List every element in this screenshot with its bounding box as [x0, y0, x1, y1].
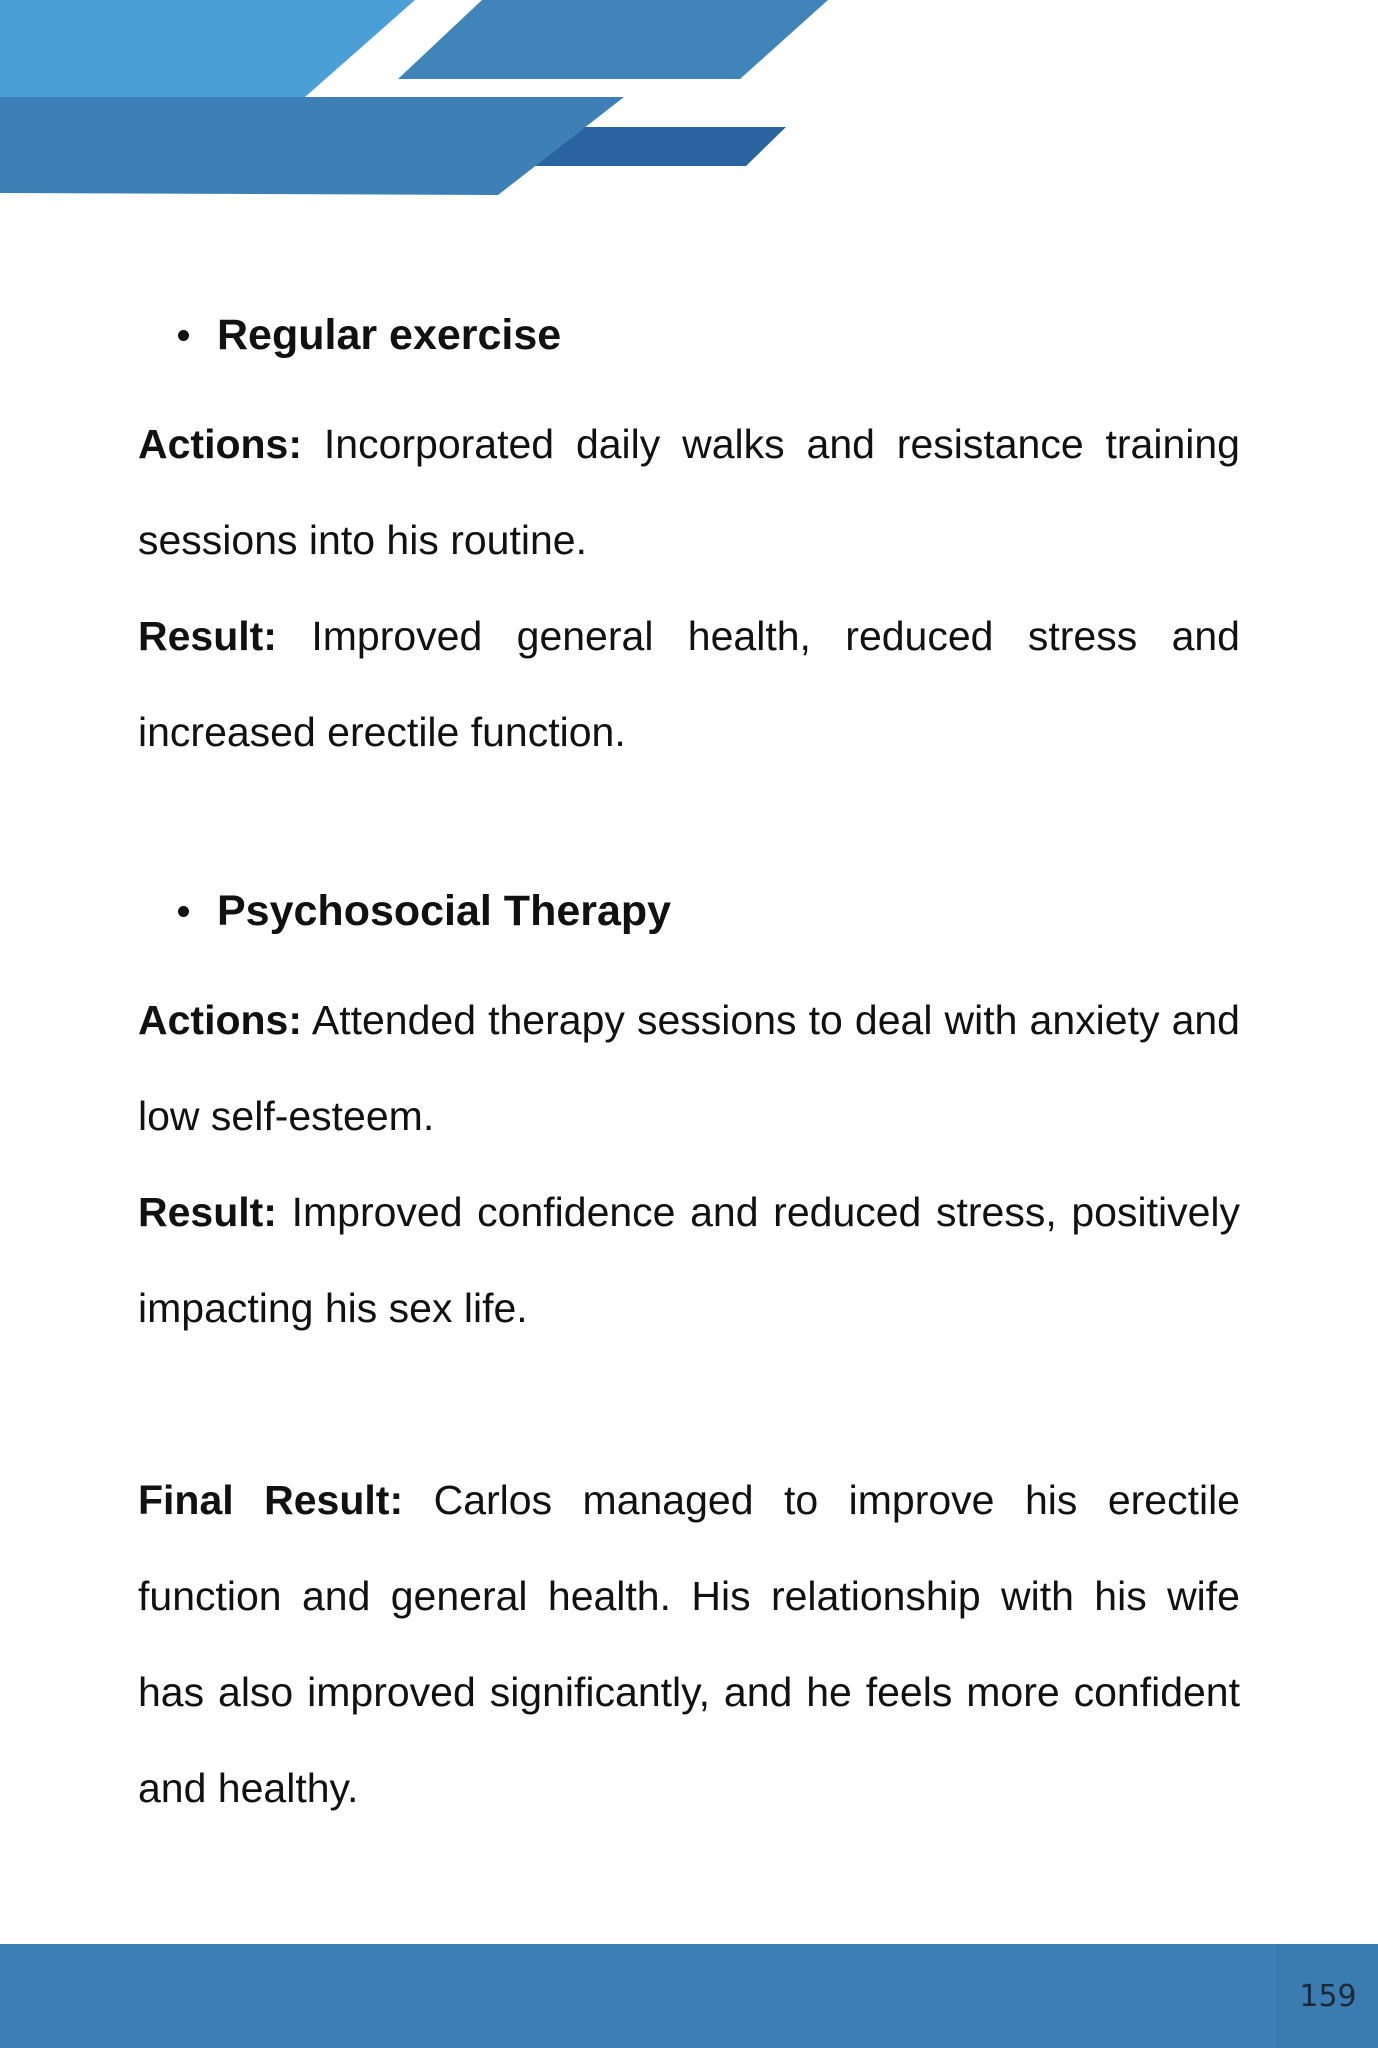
- final-result-paragraph: [138, 1452, 1240, 1836]
- actions-paragraph: [138, 972, 1240, 1164]
- section-psychosocial-therapy: [138, 876, 1240, 1356]
- section-heading: [178, 300, 1240, 370]
- result-paragraph: [138, 588, 1240, 780]
- header-stripe-main: [0, 97, 624, 195]
- section-heading: [178, 876, 1240, 946]
- spacer: [138, 1356, 1240, 1452]
- bullet-icon: [178, 330, 189, 341]
- header-stripe-top-right: [398, 0, 828, 79]
- bullet-icon: [178, 906, 189, 917]
- result-text: Improved confidence and reduced stress, positively impacting his sex life.: [138, 1189, 1240, 1331]
- header-stripe-light: [0, 0, 415, 97]
- actions-text: Attended therapy sessions to deal with anxiety and low self-esteem.: [138, 997, 1240, 1139]
- main-content: [138, 300, 1240, 1836]
- final-result-text: Carlos managed to improve his erectile function and general health. His relationship with his wife has also improved significantly, and he feels more confident and healthy.: [138, 1477, 1240, 1811]
- page-number: 159: [1277, 1944, 1378, 2048]
- section-regular-exercise: [138, 300, 1240, 780]
- actions-text: Incorporated daily walks and resistance training sessions into his routine.: [138, 421, 1240, 563]
- section-heading-text: Psychosocial Therapy: [217, 887, 672, 935]
- header-decoration: [0, 0, 1378, 210]
- result-label: Result:: [138, 613, 277, 659]
- spacer: [138, 780, 1240, 876]
- actions-label: Actions:: [138, 997, 302, 1043]
- section-heading-text: Regular exercise: [217, 311, 562, 359]
- final-result-label: Final Result:: [138, 1477, 404, 1523]
- result-label: Result:: [138, 1189, 277, 1235]
- result-text: Improved general health, reduced stress and increased erectile function.: [138, 613, 1240, 755]
- actions-paragraph: [138, 396, 1240, 588]
- footer-bar: [0, 1944, 1378, 2048]
- actions-label: Actions:: [138, 421, 302, 467]
- result-paragraph: [138, 1164, 1240, 1356]
